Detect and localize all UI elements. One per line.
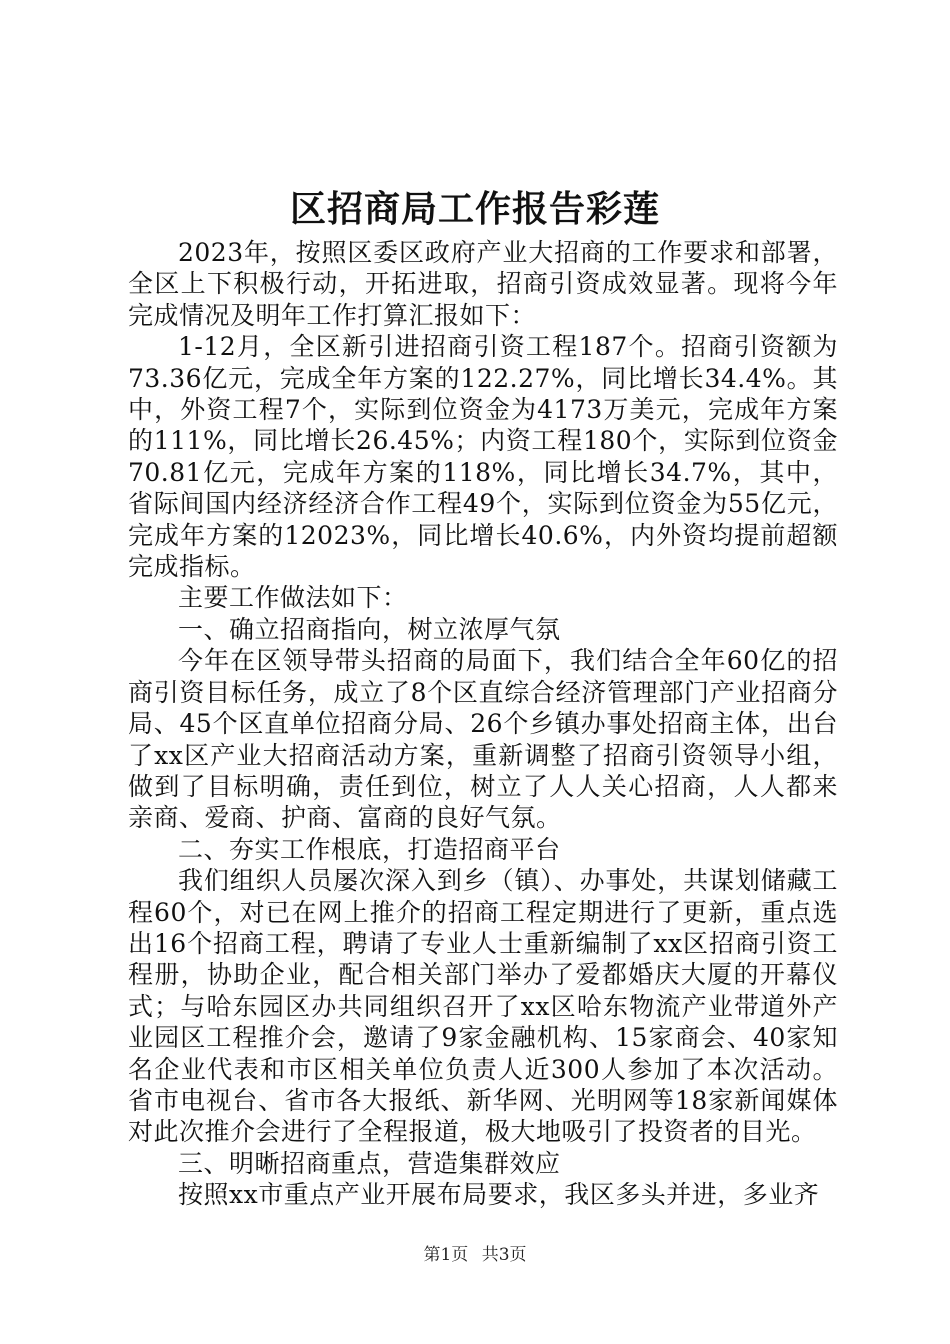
section-heading-2: 二、夯实工作根底，打造招商平台	[178, 834, 561, 864]
section-paragraph-2: 我们组织人员屡次深入到乡（镇）、办事处，共谋划储藏工程60个，对已在网上推介的招商工程定期进行了更新，重点选出16个招商工程，聘请了专业人士重新编制了xx区招商引资工程册，协助企业，配合相关部门举办了爱都婚庆大厦的开幕仪式；与哈东园区办共同组织召开了xx区哈东物流产业带道外产业园区工程推介会，邀请了9家金融机构、15家商会、40家知名企业代表和市区相关单位负责人近300人参加了本次活动。省市电视台、省市各大报纸、新华网、光明网等18家新闻媒体对此次推介会进行了全程报道，极大地吸引了投资者的目光。	[128, 866, 838, 1147]
section-heading-1: 一、确立招商指向，树立浓厚气氛	[178, 614, 561, 644]
section-paragraph-1: 今年在区领导带头招商的局面下，我们结合全年60亿的招商引资目标任务，成立了8个区直综合经济管理部门产业招商分局、45个区直单位招商分局、26个乡镇办事处招商主体，出台了xx区产业大招商活动方案，重新调整了招商引资领导小组，做到了目标明确，责任到位，树立了人人关心招商，人人都来亲商、爱商、护商、富商的良好气氛。	[128, 646, 838, 833]
section-intro-heading: 主要工作做法如下：	[178, 583, 408, 613]
intro-paragraph: 2023年，按照区委区政府产业大招商的工作要求和部署，全区上下积极行动，开拓进取，招商引资成效显著。现将今年完成情况及明年工作打算汇报如下：	[128, 238, 838, 330]
page-number: 第1页	[423, 1245, 469, 1265]
section-paragraph-3: 按照xx市重点产业开展布局要求，我区多头并进，多业齐	[178, 1180, 820, 1210]
statistics-paragraph: 1-12月，全区新引进招商引资工程187个。招商引资额为73.36亿元，完成全年方案的122.27%，同比增长34.4%。其中，外资工程7个，实际到位资金为4173万美元，完成年方案的111%，同比增长26.45%；内资工程180个，实际到位资金70.81亿元，完成年方案的118%，同比增长34.7%，其中，省际间国内经济经济合作工程49个，实际到位资金为55亿元，完成年方案的12023%，同比增长40.6%，内外资均提前超额完成指标。	[128, 332, 838, 582]
section-heading-3: 三、明晰招商重点，营造集群效应	[178, 1148, 561, 1178]
page-footer	[0, 1243, 950, 1267]
page-total: 共3页	[481, 1245, 527, 1265]
document-title: 区招商局工作报告彩莲	[289, 188, 660, 230]
document-body	[128, 237, 838, 1211]
